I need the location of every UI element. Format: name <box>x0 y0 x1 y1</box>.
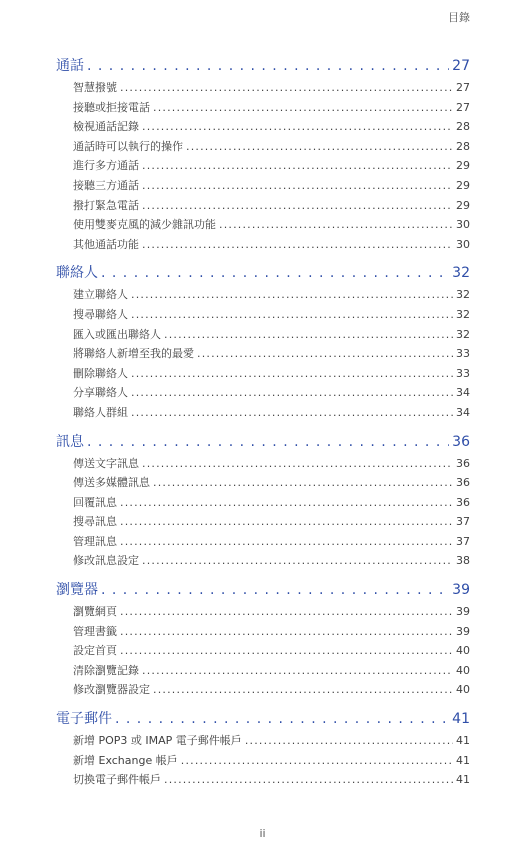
toc-entry[interactable] <box>56 752 470 772</box>
toc-section-heading[interactable] <box>56 262 470 282</box>
entry-title: 設定首頁 <box>73 644 117 658</box>
entry-title: 管理書籤 <box>73 624 117 638</box>
dot-leader <box>219 218 453 231</box>
entry-title: 新增 Exchange 帳戶 <box>73 753 178 767</box>
entry-page-number: 29 <box>456 178 470 192</box>
toc-entry[interactable] <box>56 474 470 494</box>
entry-title: 使用雙麥克風的減少雜訊功能 <box>73 218 216 232</box>
toc-entry[interactable] <box>56 494 470 514</box>
dot-leader <box>120 496 453 509</box>
toc-entry[interactable] <box>56 326 470 346</box>
toc-entry[interactable] <box>56 455 470 475</box>
page-number: ii <box>259 827 266 840</box>
entry-title: 檢視通話記錄 <box>73 120 139 134</box>
entry-title: 匯入或匯出聯絡人 <box>73 327 161 341</box>
dot-leader <box>153 476 453 489</box>
entry-title: 清除瀏覽記錄 <box>73 663 139 677</box>
dot-leader <box>131 367 453 380</box>
entry-page-number: 33 <box>456 347 470 361</box>
entry-title: 切換電子郵件帳戶 <box>73 773 161 787</box>
toc-entry[interactable] <box>56 118 470 138</box>
entry-page-number: 30 <box>456 237 470 251</box>
toc-section <box>56 431 470 573</box>
entry-page-number: 29 <box>456 159 470 173</box>
dot-leader <box>142 120 453 133</box>
dot-leader <box>164 773 453 786</box>
toc-entry[interactable] <box>56 404 470 424</box>
entry-page-number: 30 <box>456 218 470 232</box>
toc-entry[interactable] <box>56 138 470 158</box>
dot-leader <box>101 265 449 281</box>
entry-page-number: 41 <box>456 734 470 748</box>
entry-title: 傳送文字訊息 <box>73 456 139 470</box>
toc-section <box>56 55 470 255</box>
toc-section-heading[interactable] <box>56 431 470 451</box>
entry-title: 回覆訊息 <box>73 495 117 509</box>
toc-entry[interactable] <box>56 236 470 256</box>
dot-leader <box>131 308 453 321</box>
entry-page-number: 27 <box>456 81 470 94</box>
entry-title: 修改瀏覽器設定 <box>73 683 150 697</box>
toc-section <box>56 262 470 423</box>
entry-page-number: 41 <box>456 753 470 767</box>
entry-page-number: 32 <box>456 327 470 341</box>
toc-entry[interactable] <box>56 99 470 119</box>
dot-leader <box>142 199 453 212</box>
dot-leader <box>120 81 453 94</box>
dot-leader <box>153 101 453 114</box>
dot-leader <box>131 288 453 301</box>
entry-page-number: 34 <box>456 405 470 419</box>
entry-page-number: 34 <box>456 386 470 400</box>
entry-title: 瀏覽網頁 <box>73 605 117 619</box>
entry-title: 建立聯絡人 <box>73 288 128 302</box>
entry-title: 分享聯絡人 <box>73 386 128 400</box>
toc-entry[interactable] <box>56 533 470 553</box>
dot-leader <box>120 625 453 638</box>
dot-leader <box>245 734 453 747</box>
toc-entry[interactable] <box>56 513 470 533</box>
entry-title: 搜尋訊息 <box>73 515 117 529</box>
entry-title: 管理訊息 <box>73 534 117 548</box>
toc-section <box>56 579 470 701</box>
dot-leader <box>120 515 453 528</box>
toc-section-heading[interactable] <box>56 579 470 599</box>
entry-title: 撥打緊急電話 <box>73 198 139 212</box>
entry-page-number: 32 <box>456 288 470 302</box>
section-title: 電子郵件 <box>56 711 112 728</box>
entry-page-number: 39 <box>456 605 470 619</box>
entry-title: 智慧撥號 <box>73 81 117 94</box>
entry-page-number: 29 <box>456 198 470 212</box>
toc-entry[interactable] <box>56 306 470 326</box>
entry-page-number: 36 <box>456 476 470 490</box>
dot-leader <box>115 711 449 727</box>
toc-entry[interactable] <box>56 662 470 682</box>
dot-leader <box>131 386 453 399</box>
toc-entry[interactable] <box>56 79 470 99</box>
entry-title: 接聽三方通話 <box>73 178 139 192</box>
toc-entry[interactable] <box>56 216 470 236</box>
section-page-number: 36 <box>452 433 470 450</box>
entry-title: 新增 POP3 或 IMAP 電子郵件帳戶 <box>73 734 242 748</box>
entry-title: 進行多方通話 <box>73 159 139 173</box>
entry-page-number: 40 <box>456 644 470 658</box>
dot-leader <box>142 238 453 251</box>
entry-page-number: 38 <box>456 554 470 568</box>
entry-title: 搜尋聯絡人 <box>73 307 128 321</box>
dot-leader <box>142 179 453 192</box>
dot-leader <box>153 683 453 696</box>
toc-section <box>56 708 470 791</box>
entry-page-number: 36 <box>456 495 470 509</box>
toc-entry[interactable] <box>56 552 470 572</box>
section-page-number: 32 <box>452 265 470 282</box>
entry-title: 接聽或拒接電話 <box>73 100 150 114</box>
page-header-title: 目錄 <box>448 11 470 24</box>
dot-leader <box>142 664 453 677</box>
toc-entry[interactable] <box>56 197 470 217</box>
dot-leader <box>120 605 453 618</box>
toc-entry[interactable] <box>56 603 470 623</box>
dot-leader <box>131 406 453 419</box>
dot-leader <box>120 644 453 657</box>
entry-title: 將聯絡人新增至我的最愛 <box>73 347 194 361</box>
dot-leader <box>120 535 453 548</box>
dot-leader <box>186 140 453 153</box>
entry-page-number: 37 <box>456 534 470 548</box>
entry-page-number: 27 <box>456 100 470 114</box>
entry-page-number: 40 <box>456 663 470 677</box>
entry-title: 通話時可以執行的操作 <box>73 139 183 153</box>
toc-entry[interactable] <box>56 345 470 365</box>
section-title: 通話 <box>56 58 84 74</box>
section-page-number: 41 <box>452 711 470 728</box>
dot-leader <box>101 582 449 598</box>
entry-page-number: 37 <box>456 515 470 529</box>
entry-page-number: 41 <box>456 773 470 787</box>
dot-leader <box>87 434 449 450</box>
section-page-number: 39 <box>452 582 470 599</box>
section-title: 聯絡人 <box>56 265 98 282</box>
entry-page-number: 36 <box>456 456 470 470</box>
entry-page-number: 32 <box>456 307 470 321</box>
section-title: 瀏覽器 <box>56 582 98 599</box>
toc-section-heading[interactable] <box>56 55 470 75</box>
toc-entry[interactable] <box>56 732 470 752</box>
dot-leader <box>87 58 449 74</box>
dot-leader <box>142 457 453 470</box>
table-of-contents <box>56 55 470 798</box>
entry-title: 刪除聯絡人 <box>73 366 128 380</box>
toc-entry[interactable] <box>56 642 470 662</box>
entry-title: 聯絡人群組 <box>73 405 128 419</box>
entry-title: 傳送多媒體訊息 <box>73 476 150 490</box>
entry-page-number: 28 <box>456 139 470 153</box>
toc-entry[interactable] <box>56 771 470 791</box>
toc-section-heading[interactable] <box>56 708 470 728</box>
toc-entry[interactable] <box>56 177 470 197</box>
entry-page-number: 39 <box>456 624 470 638</box>
toc-entry[interactable] <box>56 623 470 643</box>
toc-entry[interactable] <box>56 681 470 701</box>
toc-entry[interactable] <box>56 384 470 404</box>
entry-title: 修改訊息設定 <box>73 554 139 568</box>
entry-title: 其他通話功能 <box>73 237 139 251</box>
dot-leader <box>142 159 453 172</box>
entry-page-number: 40 <box>456 683 470 697</box>
section-page-number: 27 <box>452 58 470 74</box>
dot-leader <box>181 754 453 767</box>
section-title: 訊息 <box>56 433 84 450</box>
toc-entry[interactable] <box>56 157 470 177</box>
entry-page-number: 33 <box>456 366 470 380</box>
toc-entry[interactable] <box>56 286 470 306</box>
dot-leader <box>164 328 453 341</box>
entry-page-number: 28 <box>456 120 470 134</box>
dot-leader <box>142 554 453 567</box>
toc-entry[interactable] <box>56 365 470 385</box>
dot-leader <box>197 347 453 360</box>
